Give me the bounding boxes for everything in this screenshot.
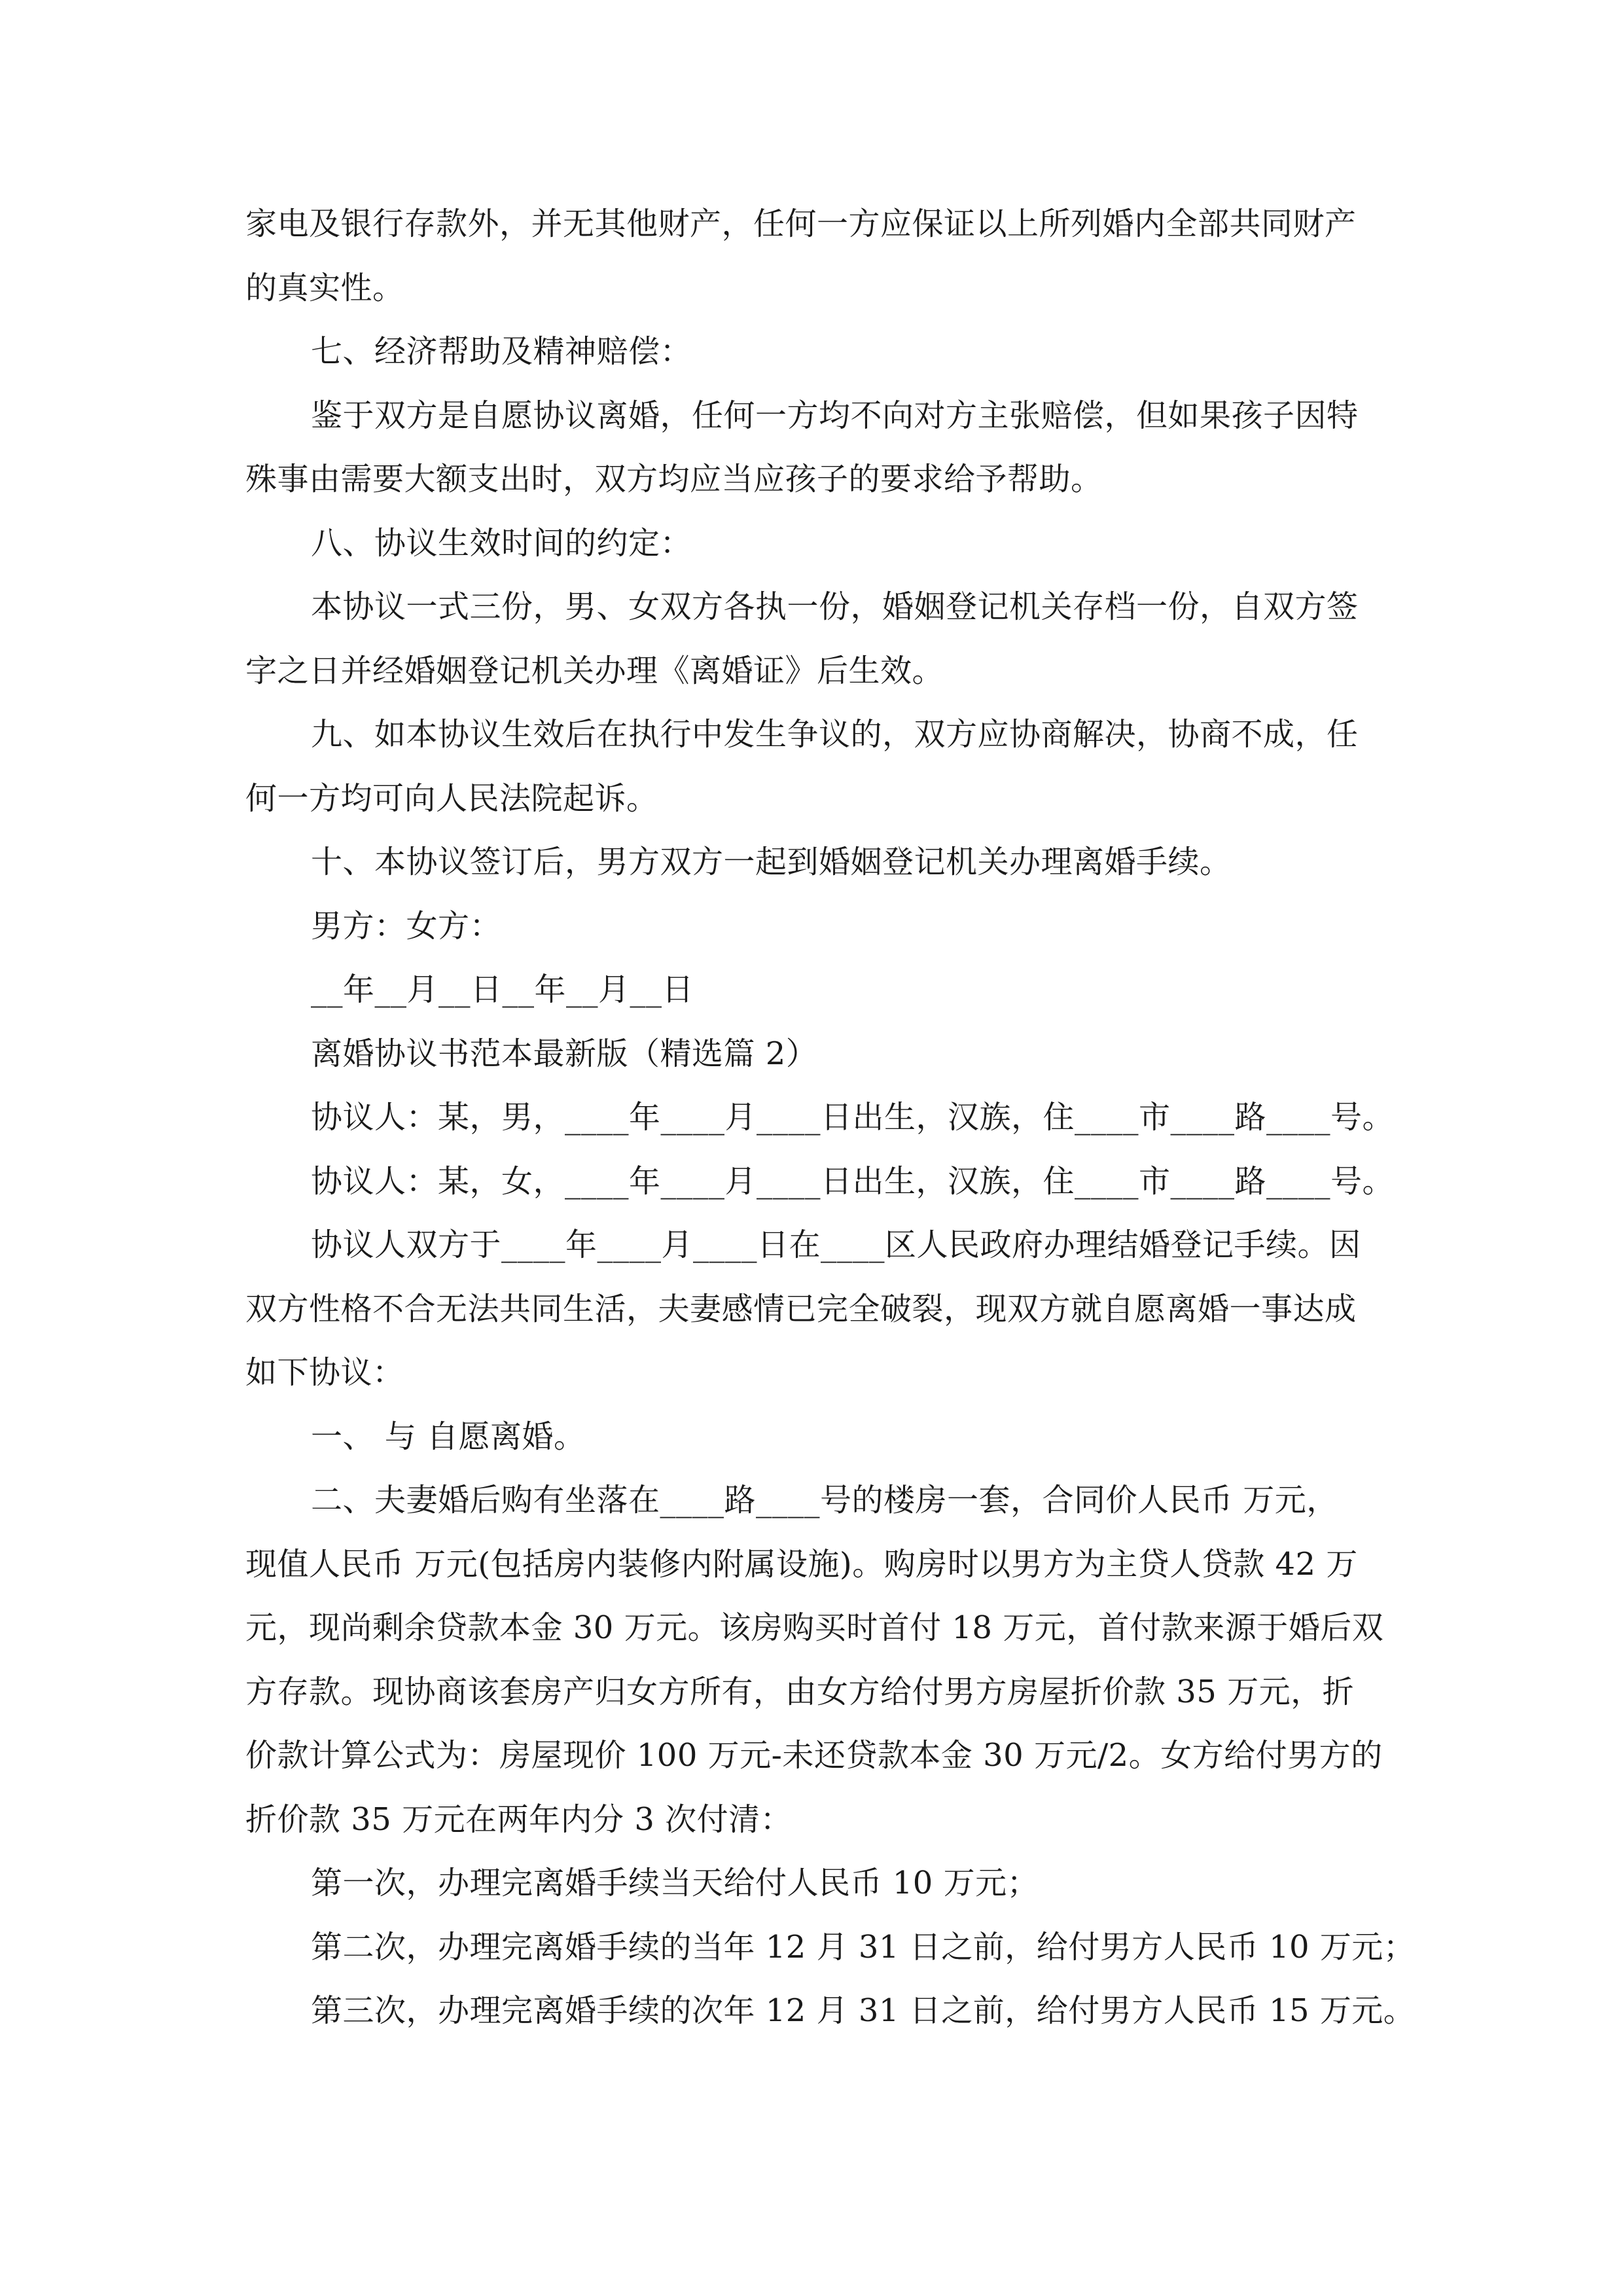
clause-2: 二、夫妻婚后购有坐落在____路____号的楼房一套，合同价人民币 万元，	[311, 1482, 1338, 1518]
date-line: __年__月__日__年__月__日	[311, 971, 694, 1008]
text-line: 价款计算公式为：房屋现价 100 万元-未还贷款本金 30 万元/2。女方给付男方的	[245, 1737, 1383, 1774]
signature-line: 男方：女方：	[311, 907, 502, 944]
text-line: 何一方均可向人民法院起诉。	[245, 780, 658, 817]
document-body	[245, 192, 1416, 2043]
text-line: 方存款。现协商该套房产归女方所有，由女方给付男方房屋折价款 35 万元，折	[245, 1673, 1355, 1710]
text-line: 协议人双方于____年____月____日在____区人民政府办理结婚登记手续。因	[311, 1227, 1361, 1263]
text-line: 本协议一式三份，男、女双方各执一份，婚姻登记机关存档一份，自双方签	[311, 588, 1359, 625]
section-heading-8: 八、协议生效时间的约定：	[311, 524, 692, 562]
document-subtitle: 离婚协议书范本最新版（精选篇 2）	[311, 1035, 818, 1072]
text-line: 家电及银行存款外，并无其他财产，任何一方应保证以上所列婚内全部共同财产	[245, 206, 1357, 242]
text-line: 如下协议：	[245, 1354, 404, 1391]
payment-3: 第三次，办理完离婚手续的次年 12 月 31 日之前，给付男方人民币 15 万元。	[311, 1992, 1416, 2029]
text-line: 双方性格不合无法共同生活，夫妻感情已完全破裂，现双方就自愿离婚一事达成	[245, 1290, 1357, 1327]
text-line: 折价款 35 万元在两年内分 3 次付清：	[245, 1801, 793, 1838]
party-female-line: 协议人：某，女，____年____月____日出生，汉族，住____市____路____号。	[311, 1162, 1395, 1200]
text-line: 鉴于双方是自愿协议离婚，任何一方均不向对方主张赔偿，但如果孩子因特	[311, 397, 1359, 434]
text-line: 殊事由需要大额支出时，双方均应当应孩子的要求给予帮助。	[245, 461, 1103, 497]
text-line: 现值人民币 万元(包括房内装修内附属设施)。购房时以男方为主贷人贷款 42 万	[245, 1545, 1358, 1583]
section-heading-9: 九、如本协议生效后在执行中发生争议的，双方应协商解决，协商不成，任	[311, 716, 1359, 753]
payment-2: 第二次，办理完离婚手续的当年 12 月 31 日之前，给付男方人民币 10 万元；	[311, 1928, 1416, 1965]
section-heading-7: 七、经济帮助及精神赔偿：	[311, 333, 692, 370]
text-line: 的真实性。	[245, 269, 404, 306]
party-male-line: 协议人：某，男，____年____月____日出生，汉族，住____市____路____号。	[311, 1099, 1395, 1136]
text-line: 元，现尚剩余贷款本金 30 万元。该房购买时首付 18 万元，首付款来源于婚后双	[245, 1609, 1384, 1646]
clause-1: 一、 与 自愿离婚。	[311, 1418, 586, 1455]
section-heading-10: 十、本协议签订后，男方双方一起到婚姻登记机关办理离婚手续。	[311, 844, 1232, 880]
text-line: 字之日并经婚姻登记机关办理《离婚证》后生效。	[245, 652, 944, 689]
payment-1: 第一次，办理完离婚手续当天给付人民币 10 万元；	[311, 1865, 1039, 1901]
